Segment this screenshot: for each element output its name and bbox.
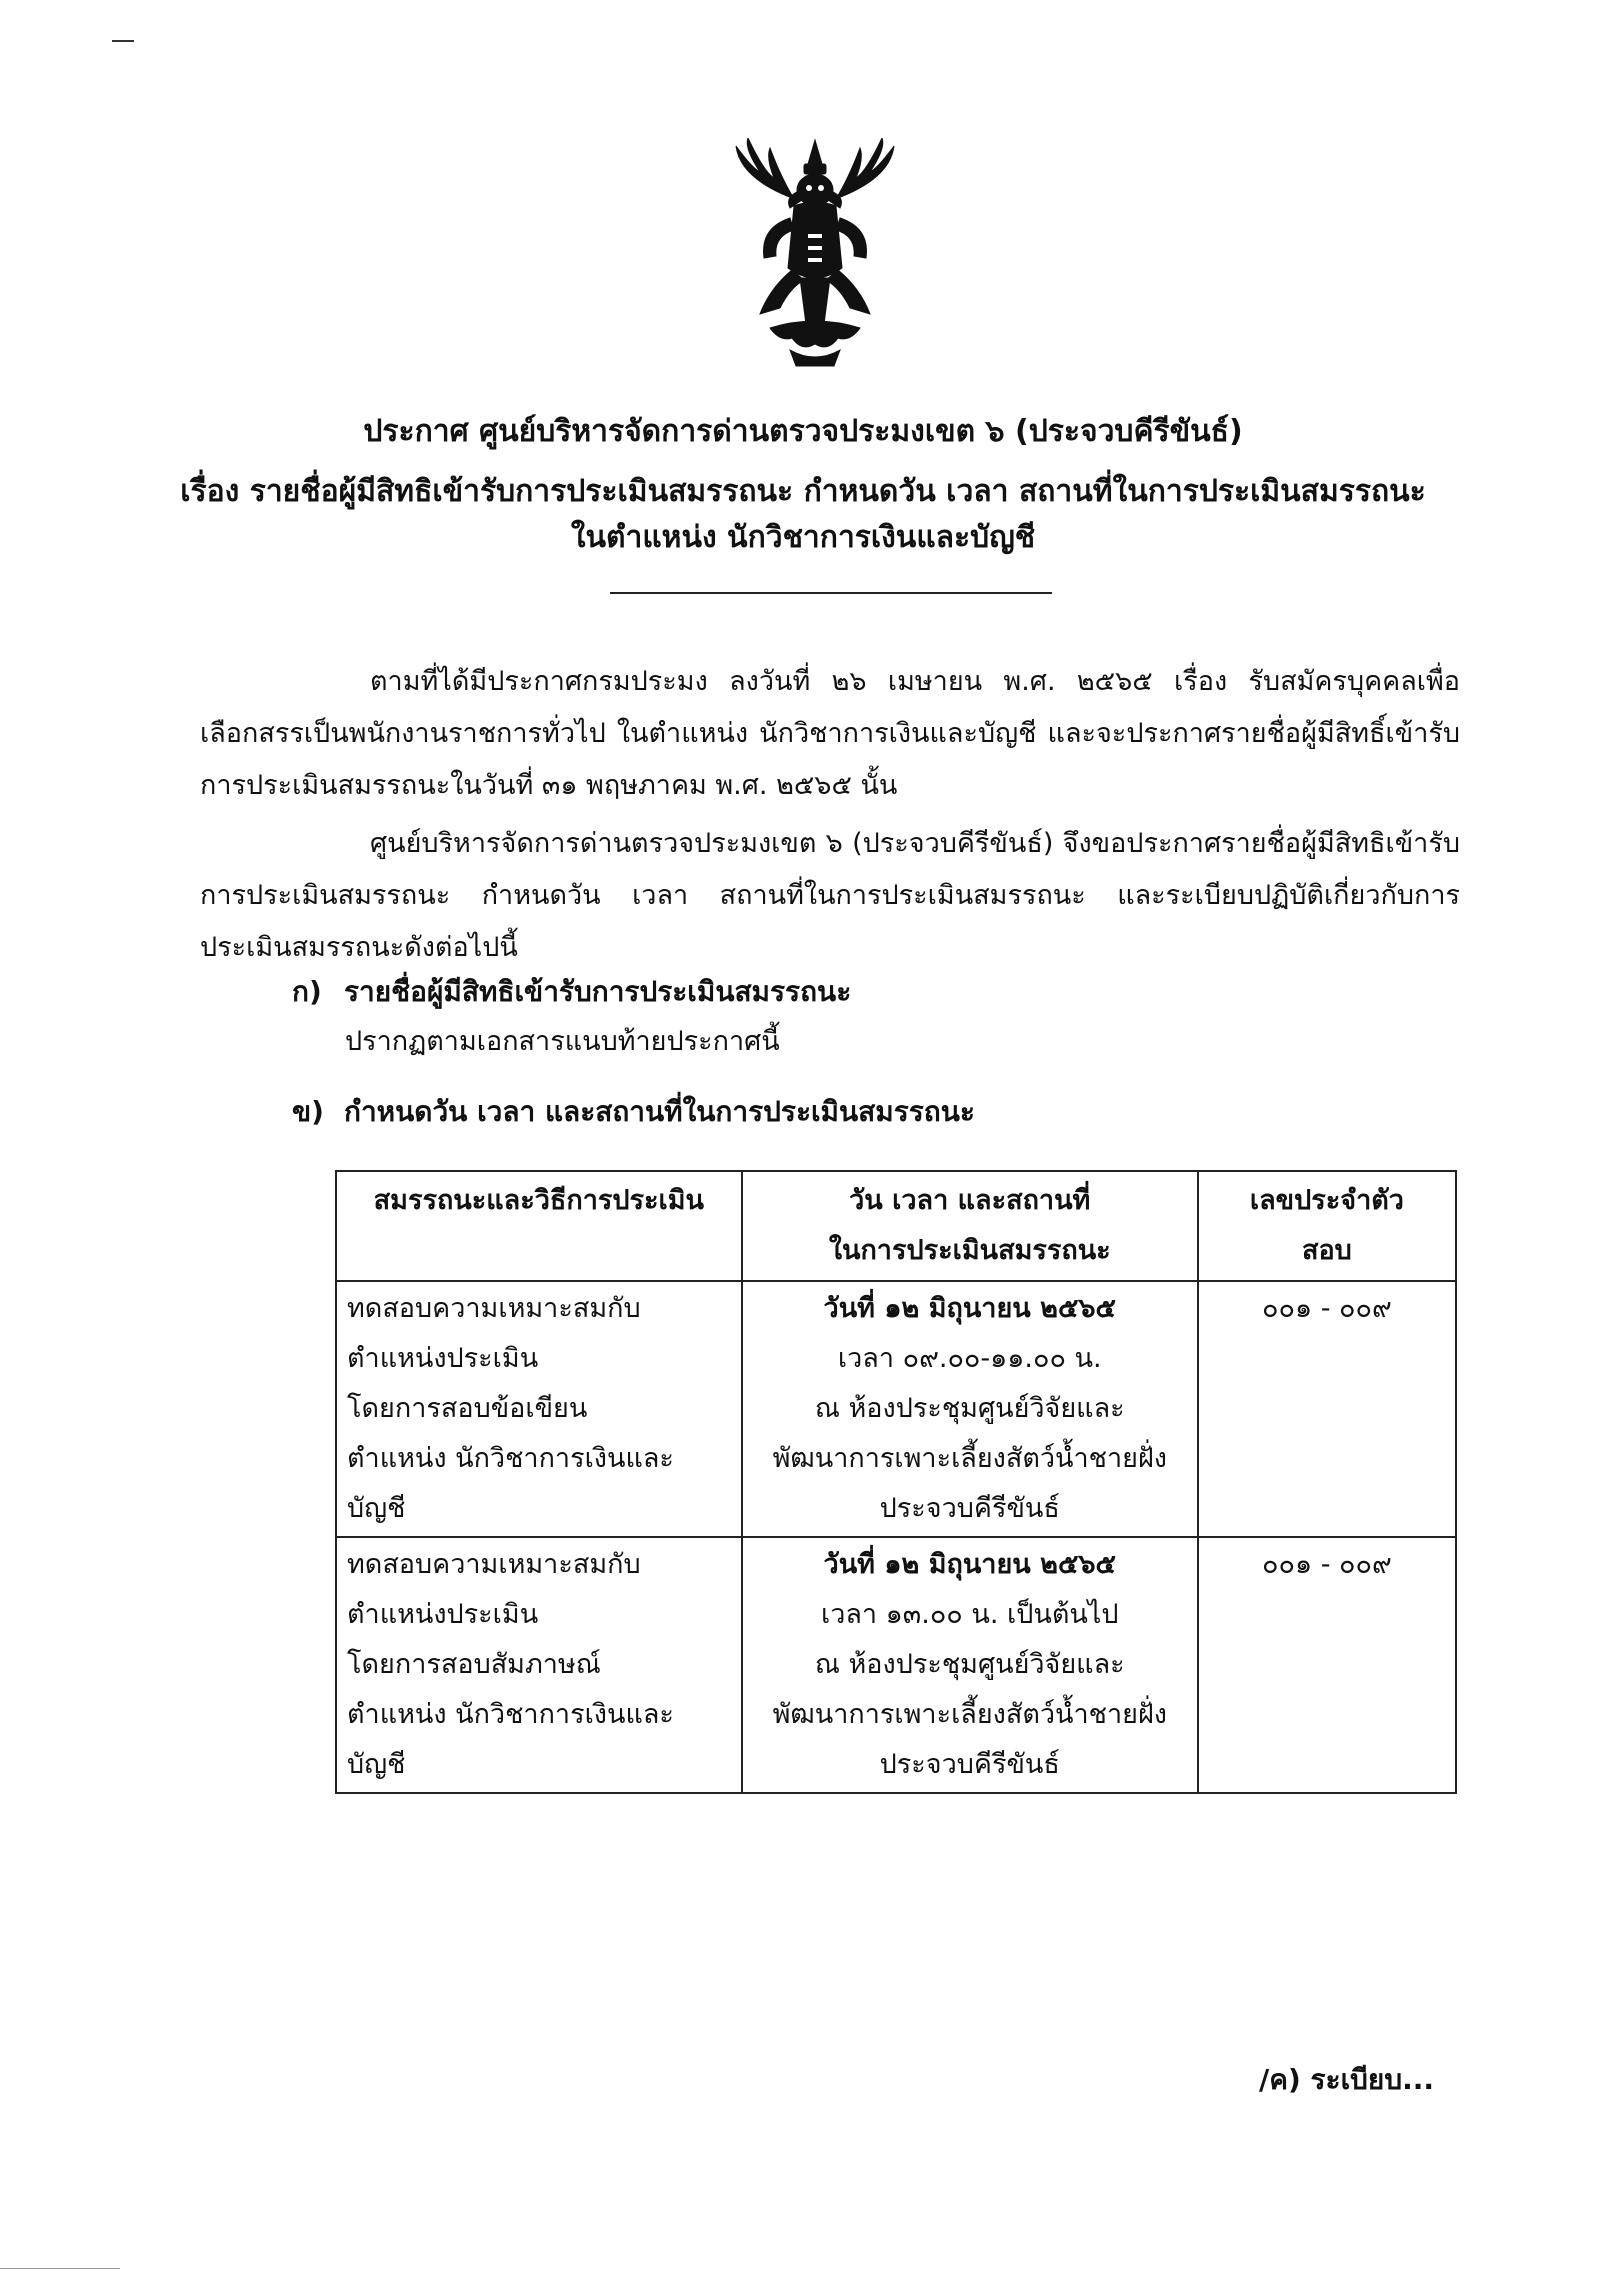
- scan-edge-line: [0, 2268, 120, 2269]
- item-a-title: รายชื่อผู้มีสิทธิเข้ารับการประเมินสมรรถนะ: [344, 975, 852, 1008]
- next-page-continuation: /ค) ระเบียบ...: [1258, 2063, 1434, 2096]
- scan-mark: [112, 40, 134, 42]
- header-method: สมรรถนะและวิธีการประเมิน: [336, 1171, 742, 1281]
- cell-method: ทดสอบความเหมาะสมกับ ตำแหน่งประเมิน โดยการสอบข้อเขียน ตำแหน่ง นักวิชาการเงินและบัญชี: [336, 1281, 742, 1537]
- table-row: [336, 1281, 1456, 1537]
- item-b-title: กำหนดวัน เวลา และสถานที่ในการประเมินสมรรถนะ: [344, 1095, 975, 1128]
- cell-datetime-place: วันที่ ๑๒ มิถุนายน ๒๕๖๕ เวลา ๐๙.๐๐-๑๑.๐๐ น. ณ ห้องประชุมศูนย์วิจัยและ พัฒนาการเพาะเลี้ยงสัตว์น้ำชายฝั่ง ประจวบคีรีขันธ์: [742, 1281, 1198, 1537]
- garuda-emblem-icon: [730, 138, 900, 368]
- header-exam-id: เลขประจำตัว สอบ: [1198, 1171, 1456, 1281]
- announcement-subject: เรื่อง รายชื่อผู้มีสิทธิเข้ารับการประเมินสมรรถนะ กำหนดวัน เวลา สถานที่ในการประเมินสมรรถนะ: [180, 474, 1426, 509]
- body-paragraph-1: ตามที่ได้มีประกาศกรมประมง ลงวันที่ ๒๖ เมษายน พ.ศ. ๒๕๖๕ เรื่อง รับสมัครบุคคลเพื่อเลือกสรรเป็นพนักงานราชการทั่วไป ในตำแหน่ง นักวิชาการเงินและบัญชี และจะประกาศรายชื่อผู้มีสิทธิ์เข้ารับการประเมินสมรรถนะในวันที่ ๓๑ พฤษภาคม พ.ศ. ๒๕๖๕ นั้น: [200, 666, 1460, 801]
- title-divider: [610, 592, 1052, 594]
- header-datetime-place: วัน เวลา และสถานที่ ในการประเมินสมรรถนะ: [742, 1171, 1198, 1281]
- item-b-marker: ข): [292, 1095, 324, 1128]
- body-paragraph-2: ศูนย์บริหารจัดการด่านตรวจประมงเขต ๖ (ประจวบคีรีขันธ์) จึงขอประกาศรายชื่อผู้มีสิทธิเข้ารับการประเมินสมรรถนะ กำหนดวัน เวลา สถานที่ในการประเมินสมรรถนะ และระเบียบปฏิบัติเกี่ยวกับการประเมินสมรรถนะดังต่อไปนี้: [200, 828, 1460, 963]
- item-a-heading: [292, 970, 851, 1014]
- cell-exam-ids: ๐๐๑ - ๐๐๙: [1198, 1537, 1456, 1793]
- cell-exam-ids: ๐๐๑ - ๐๐๙: [1198, 1281, 1456, 1537]
- announcement-position: ในตำแหน่ง นักวิชาการเงินและบัญชี: [570, 520, 1036, 555]
- item-a-detail: ปรากฏตามเอกสารแนบท้ายประกาศนี้: [345, 1026, 780, 1057]
- item-a-marker: ก): [292, 975, 322, 1008]
- item-b-heading: [292, 1090, 975, 1134]
- announcement-title: ประกาศ ศูนย์บริหารจัดการด่านตรวจประมงเขต ๖ (ประจวบคีรีขันธ์): [363, 414, 1243, 449]
- table-row: [336, 1537, 1456, 1793]
- cell-datetime-place: วันที่ ๑๒ มิถุนายน ๒๕๖๕ เวลา ๑๓.๐๐ น. เป็นต้นไป ณ ห้องประชุมศูนย์วิจัยและ พัฒนาการเพาะเลี้ยงสัตว์น้ำชายฝั่ง ประจวบคีรีขันธ์: [742, 1537, 1198, 1793]
- table-header-row: [336, 1171, 1456, 1281]
- schedule-table: [335, 1170, 1457, 1794]
- cell-method: ทดสอบความเหมาะสมกับ ตำแหน่งประเมิน โดยการสอบสัมภาษณ์ ตำแหน่ง นักวิชาการเงินและบัญชี: [336, 1537, 742, 1793]
